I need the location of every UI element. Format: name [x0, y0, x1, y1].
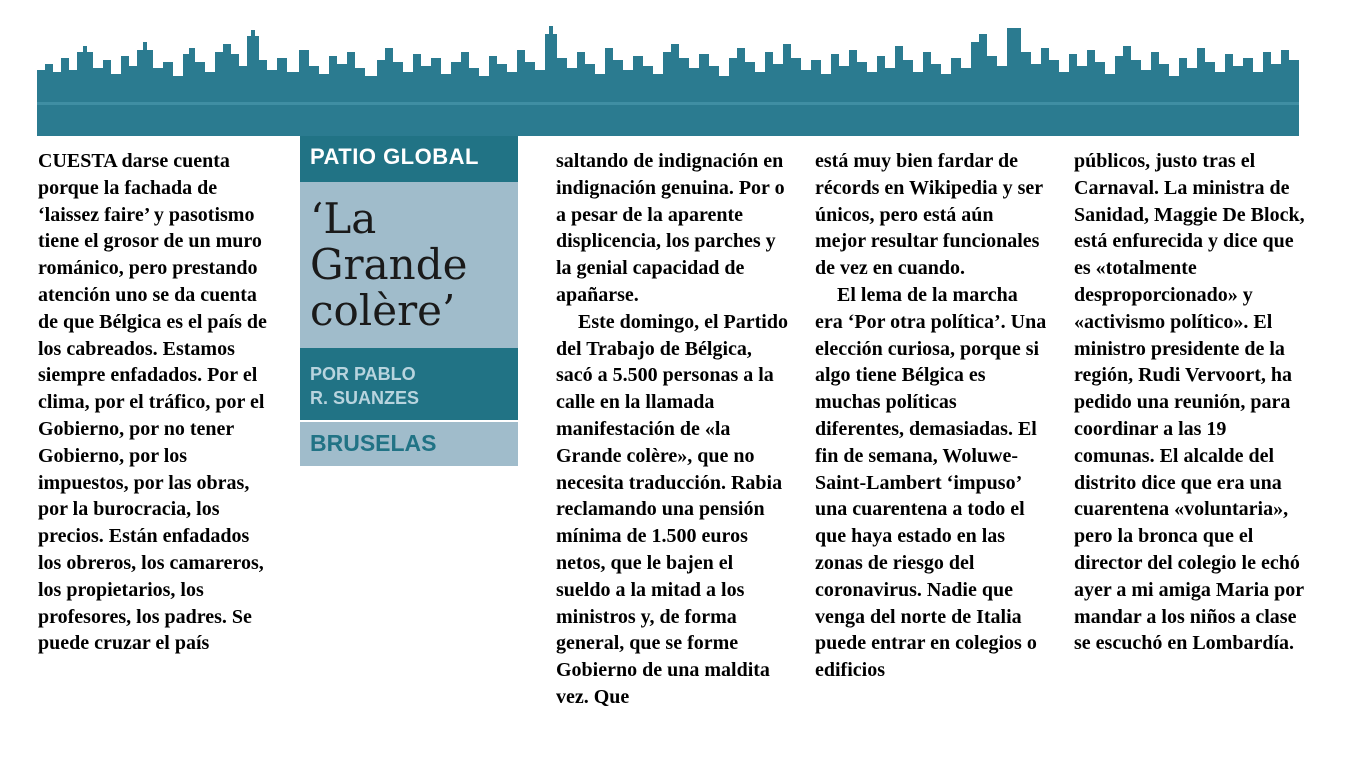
article-column-2	[556, 148, 788, 711]
paragraph	[38, 148, 270, 657]
paragraph: saltando de indignación en indignación genuina. Por o a pesar de la aparente displicencia, los parches y la genial capacidad de apañarse.	[556, 150, 785, 306]
title-line: Grande	[310, 240, 468, 289]
author-byline	[300, 348, 518, 420]
author-line: R. SUANZES	[310, 388, 420, 408]
title-line: ‘La	[310, 194, 377, 243]
paragraph-text: darse cuenta porque la fachada de ‘laissez faire’ y pasotismo tiene el grosor de un muro románico, pero prestando atención uno se da cuenta de que Bélgica es el país de los cabreados. Estamos siempre enfadados. Por el clima, por el tráfico, por el Gobierno, por no tener Gobierno, por los impuestos, por las obras, por la burocracia, los precios. Están enfadados los obreros, los camareros, los propietarios, los profesores, los padres. Se puede cruzar el país	[38, 150, 267, 655]
article-column-4	[1074, 148, 1306, 657]
paragraph: está muy bien fardar de récords en Wikipedia y ser únicos, pero está aún mejor resultar funcionales de vez en cuando.	[815, 150, 1043, 280]
paragraph: públicos, justo tras el Carnaval. La ministra de Sanidad, Maggie De Block, está enfurecida y dice que es «totalmente desproporcionado» y «activismo político». El ministro presidente de la región, Rudi Vervoort, ha pedido una reunión, para coordinar a las 19 comunas. El alcalde del distrito dice que era una cuarentena «voluntaria», pero la bronca que el director del colegio le echó ayer a mi amiga Maria por mandar a los niños a clase se escuchó en Lombardía.	[1074, 150, 1305, 655]
lead-word: CUESTA	[38, 150, 117, 172]
dateline-city: BRUSELAS	[300, 422, 518, 466]
article-title	[300, 182, 518, 348]
article-column-1	[38, 148, 270, 657]
column-header-box	[300, 136, 518, 466]
skyline-banner	[37, 22, 1299, 136]
paragraph: El lema de la marcha era ‘Por otra política’. Una elección curiosa, porque si algo tiene Bélgica es muchas políticas diferentes, demasiadas. El fin de semana, Woluwe-Saint-Lambert ‘impuso’ una cuarentena a todo el que haya estado en las zonas de riesgo del coronavirus. Nadie que venga del norte de Italia puede entrar en colegios o edificios	[815, 283, 1047, 682]
author-line: POR PABLO	[310, 364, 416, 384]
title-line: colère’	[310, 286, 456, 335]
section-label: PATIO GLOBAL	[300, 136, 518, 182]
article-column-3	[815, 148, 1047, 684]
paragraph: Este domingo, el Partido del Trabajo de Bélgica, sacó a 5.500 personas a la calle en la llamada manifestación de «la Grande colère», que no necesita traducción. Rabia reclamando una pensión mínima de 1.500 euros netos, que le bajen el sueldo a la mitad a los ministros y, de forma general, que se forme Gobierno de una maldita vez. Que	[556, 310, 788, 708]
